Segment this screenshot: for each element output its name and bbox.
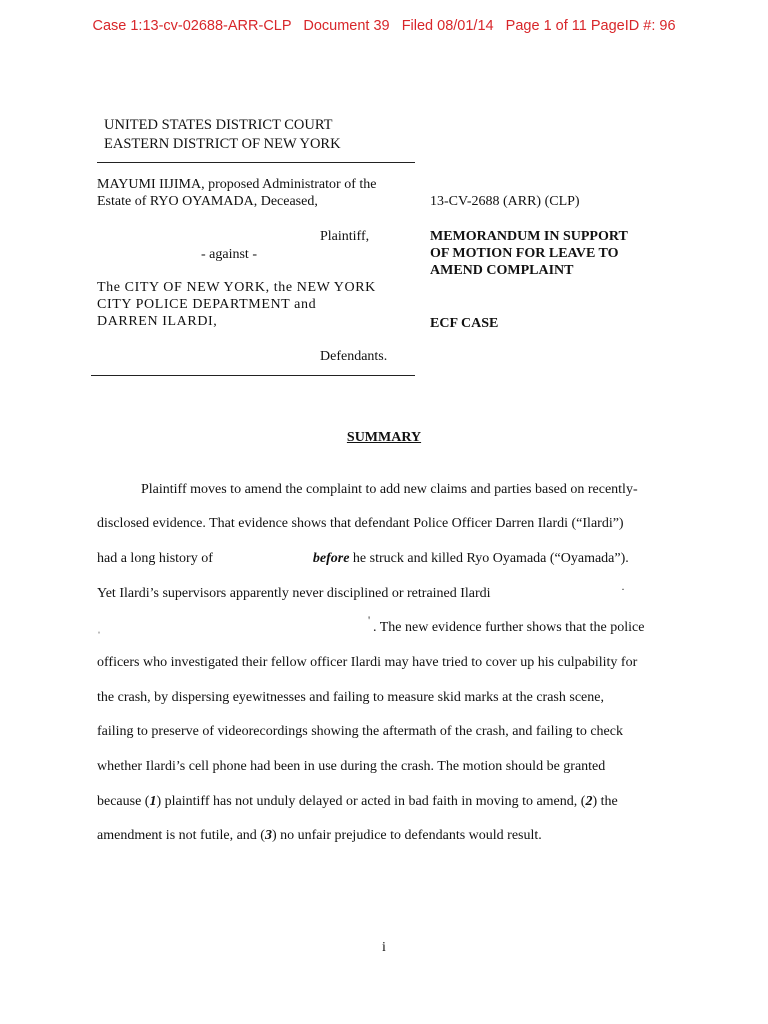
summary-line-10-num-2: 2 xyxy=(585,794,593,809)
document-title xyxy=(430,228,628,279)
defendants-role: Defendants. xyxy=(320,349,388,364)
summary-line-3-emphasis: before xyxy=(312,551,350,566)
summary-line-3 xyxy=(97,551,629,567)
summary-line-11-num-3: 3 xyxy=(264,828,272,843)
summary-line-9: whether Ilardi’s cell phone had been in use during the crash. The motion should be granted xyxy=(97,759,606,774)
summary-line-10-a: because ( xyxy=(97,794,150,809)
plaintiff-role: Plaintiff, xyxy=(320,229,370,244)
summary-line-2: disclosed evidence. That evidence shows that defendant Police Officer Darren Ilardi (“Ilardi”) xyxy=(97,516,624,531)
court-name xyxy=(104,116,341,154)
caption-bottom-rule xyxy=(91,375,415,376)
caption-top-rule xyxy=(97,162,415,163)
summary-line-10-c: ) plaintiff has not unduly delayed or acted in bad faith in moving to amend, ( xyxy=(156,794,586,809)
plaintiff-block xyxy=(97,176,376,210)
redaction-mark-3: ' xyxy=(368,613,371,627)
summary-line-10-num-1: 1 xyxy=(149,794,157,809)
page-number: i xyxy=(382,940,386,955)
plaintiff-line-1: MAYUMI IIJIMA, proposed Administrator of the xyxy=(97,177,377,192)
plaintiff-line-2: Estate of RYO OYAMADA, Deceased, xyxy=(97,194,318,209)
court-line-2: EASTERN DISTRICT OF NEW YORK xyxy=(104,136,341,152)
summary-line-11-c: ) no unfair prejudice to defendants would result. xyxy=(271,828,542,843)
summary-line-5: . The new evidence further shows that the police xyxy=(373,620,645,635)
defendants-line-3: DARREN ILARDI, xyxy=(97,314,218,329)
summary-line-6: officers who investigated their fellow officer Ilardi may have tried to cover up his culpability for xyxy=(97,655,638,670)
court-line-1: UNITED STATES DISTRICT COURT xyxy=(104,117,333,133)
document-title-line-2: OF MOTION FOR LEAVE TO xyxy=(430,246,619,261)
summary-line-7: the crash, by dispersing eyewitnesses and failing to measure skid marks at the crash scene, xyxy=(97,690,604,705)
against-label: - against - xyxy=(201,247,257,262)
summary-line-8: failing to preserve of videorecordings showing the aftermath of the crash, and failing to check xyxy=(97,724,623,739)
defendants-line-2: CITY POLICE DEPARTMENT and xyxy=(97,297,317,312)
summary-line-11-a: amendment is not futile, and ( xyxy=(97,828,265,843)
summary-heading: SUMMARY xyxy=(346,430,422,445)
summary-line-3-start: had a long history of xyxy=(97,551,213,566)
summary-line-10 xyxy=(97,794,618,810)
case-number: 13-CV-2688 (ARR) (CLP) xyxy=(430,194,580,209)
document-title-line-3: AMEND COMPLAINT xyxy=(430,263,574,278)
summary-line-10-e: ) the xyxy=(592,794,618,809)
summary-line-1: Plaintiff moves to amend the complaint to add new claims and parties based on recently- xyxy=(141,482,638,497)
redaction-mark-2: ˌ xyxy=(97,620,101,634)
summary-line-4: Yet Ilardi’s supervisors apparently never disciplined or retrained Ilardi xyxy=(97,586,491,601)
redaction-mark-1: · xyxy=(621,582,625,596)
defendants-line-1: The CITY OF NEW YORK, the NEW YORK xyxy=(97,280,376,295)
summary-line-11 xyxy=(97,828,542,844)
defendants-block xyxy=(97,279,376,330)
case-header-stamp: Case 1:13-cv-02688-ARR-CLP Document 39 Filed 08/01/14 Page 1 of 11 PageID #: 96 xyxy=(92,18,676,34)
summary-line-3-end: he struck and killed Ryo Oyamada (“Oyamada”). xyxy=(349,551,629,566)
ecf-case-label: ECF CASE xyxy=(430,316,499,331)
document-title-line-1: MEMORANDUM IN SUPPORT xyxy=(430,229,628,244)
